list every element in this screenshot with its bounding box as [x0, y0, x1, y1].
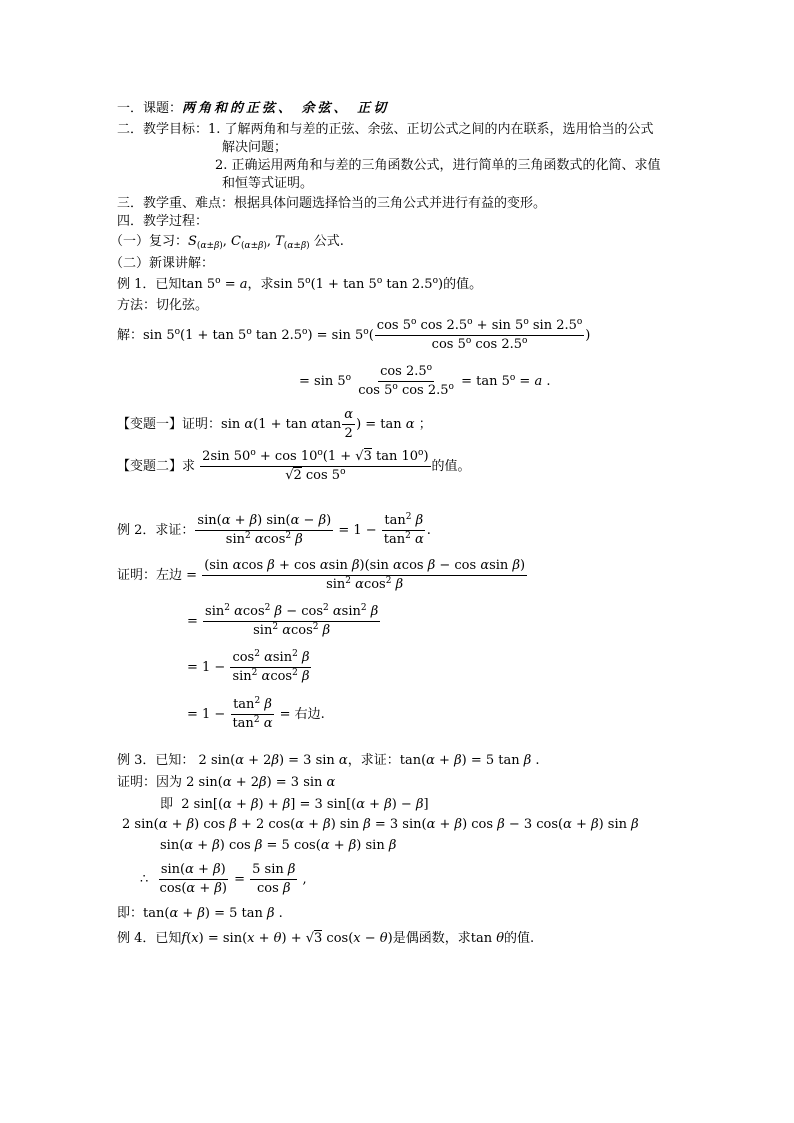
example-2-proof-step-3: = 1 − $\frac{\cos^2 \alpha\sin^2 \beta}{\sin^2 \alpha\cos^2 \beta}$ [187, 649, 310, 684]
example-1-end: 的值。 [443, 277, 483, 292]
objective-2: 2. 正确运用两角和与差的三角函数公式，进行简单的三角函数式的化简、求值 [215, 158, 661, 173]
new-lesson-heading: （二）新课讲解： [110, 256, 215, 271]
example-1 [117, 276, 482, 293]
fraction: $\frac{\text{(sin αcos β + cos αsin β)(sin αcos β − cos αsin β)}}{\sin^2 \alpha\cos^2 \beta}$ [204, 558, 526, 592]
example-4-end: 的值. [504, 931, 535, 946]
objective-2-continued: 和恒等式证明。 [222, 176, 314, 191]
variant-2-end: 的值。 [431, 459, 471, 474]
example-3-mid: ，求证： [347, 753, 400, 768]
example-3-proof-step-2: 即 2 sin[(α + β) + β] = 3 sin[(α + β) − β] [160, 797, 429, 812]
proof-label: 证明：左边 [117, 568, 183, 583]
conclusion-label: 即： [117, 906, 144, 921]
example-3-label: 例 3．已知： [117, 753, 195, 768]
fraction: $\frac{\text{5 sin β}}{\text{cos β}}$ [252, 862, 296, 896]
example-1-label: 例 1．已知 [117, 277, 182, 292]
example-3-conclusion: 即：tan(α + β) = 5 tan β . [117, 906, 283, 921]
fraction: $\frac{\sin^2 \alpha\cos^2 \beta - \cos^2 \alpha\sin^2 \beta}{\sin^2 \alpha\cos^2 \beta}$ [205, 603, 379, 638]
example-4: 例 4．已知f(x) = sin(x + θ) + √3 cos(x − θ)是偶函数，求tan θ的值. [117, 931, 535, 946]
example-2-proof-step-1: 证明：左边 = $\frac{\text{(sin αcos β + cos αsin β)(sin αcos β − cos αsin β)}}{\sin^2 \alpha\cos^2 \beta}$ [117, 558, 526, 592]
objective-1-continued: 解决问题； [222, 140, 288, 155]
fraction: $\frac{\cos^2 \alpha\sin^2 \beta}{\sin^2 \alpha\cos^2 \beta}$ [232, 649, 310, 684]
example-3: 例 3．已知： 2 sin(α + 2β) = 3 sin α，求证：tan(α + β) = 5 tan β . [117, 753, 540, 768]
fraction: $\frac{\tan^2 \beta}{\tan^2 \alpha}$ [383, 512, 424, 547]
objectives-line-1 [117, 121, 654, 138]
variant-1-text: 证明： [182, 417, 222, 432]
example-4-mid: 是偶函数，求 [392, 931, 471, 946]
variant-1: 【变题一】证明：sin α(1 + tan αtan $\frac{\alpha}{2}$ ) = tan α ； [117, 407, 432, 441]
objectives-label: 二．教学目标： [117, 122, 209, 137]
example-1-solution-step-2: = sin 5$^o$ $\frac{\cos 2.5^o}{\cos 5^o \cos 2.5^o}$ = $\tan 5^o = a$ . [299, 363, 551, 398]
example-2: 例 2．求证： $\frac{\sin(\alpha + \beta) \sin(\alpha - \beta)}{\sin^2 \alpha\cos^2 \beta}$ = 1 − $\frac{\tan^2 \beta}{\tan^2 \alpha}$ . [117, 512, 431, 547]
example-1-mid: ，求 [247, 277, 274, 292]
example-1-method: 方法：切化弦。 [117, 298, 209, 313]
example-2-proof-step-4: = 1 − $\frac{\tan^2 \beta}{\tan^2 \alpha}$ = 右边. [187, 696, 325, 731]
lesson-title-label: 一．课题： [117, 101, 183, 116]
solution-label: 解： [117, 328, 144, 343]
example-2-label: 例 2．求证： [117, 523, 195, 538]
example-3-proof-step-5: ∴ $\frac{\sin(\alpha + \beta)}{\cos(\alpha + \beta)}$ = $\frac{\text{5 sin β}}{\text{cos β}}$ , [140, 862, 307, 896]
review-suffix: 公式. [313, 234, 344, 249]
lesson-title [117, 100, 389, 117]
example-1-solution-step-1: 解：$\sin 5^o(1 + \tan 5^o$ $\tan 2.5^o) = \sin 5^o$( $\frac{\cos 5^o \cos 2.5^o + \sin 5^o \sin 2.5^o}{\cos 5^o \cos 2.5^o}$ ) [117, 317, 591, 352]
example-4-label: 例 4．已知 [117, 931, 182, 946]
fraction: $\frac{\cos 5^o \cos 2.5^o + \sin 5^o \sin 2.5^o}{\cos 5^o \cos 2.5^o}$ [376, 317, 583, 352]
review-formulas: $S_{(\alpha\pm\beta)}$, $C_{(\alpha\pm\beta)}$, $T_{(\alpha\pm\beta)}$ [188, 234, 310, 251]
example-3-proof-step-3: 2 sin(α + β) cos β + 2 cos(α + β) sin β = 3 sin(α + β) cos β − 3 cos(α + β) sin β [122, 817, 639, 832]
fraction: $\frac{2\sin 50^o + \cos 10^o(1 + √3 \tan 10^o)}{√2 \cos 5^o}$ [202, 448, 429, 483]
fraction: $\frac{\alpha}{2}$ [344, 407, 354, 441]
example-1-expression: $\sin 5^o(1 + \tan 5^o$ tan 2.5$^o$) [273, 276, 444, 292]
then-label: 即 [160, 797, 174, 812]
objective-1: 1. 了解两角和与差的正弦、余弦、正切公式之间的内在联系，选用恰当的公式 [208, 122, 654, 137]
key-points: 三．教学重、难点：根据具体问题选择恰当的三角公式并进行有益的变形。 [117, 196, 547, 211]
variant-2-label: 【变题二】 [117, 459, 183, 474]
lesson-title-text: 两角和的正弦、 余弦、 正切 [182, 101, 390, 116]
example-3-proof-step-1: 证明：因为 2 sin(α + 2β) = 3 sin α [117, 775, 336, 790]
fraction: $\frac{\cos 2.5^o}{\cos 5^o \cos 2.5^o}$ [358, 363, 454, 398]
example-1-given: $\tan 5^o = a$ [181, 276, 248, 292]
variant-2 [117, 449, 471, 484]
fraction: $\frac{\sin(\alpha + \beta) \sin(\alpha - \beta)}{\sin^2 \alpha\cos^2 \beta}$ [197, 513, 332, 547]
variant-2-text: 求 [182, 459, 196, 474]
therefore-symbol: ∴ [140, 872, 149, 887]
fraction: $\frac{\tan^2 \beta}{\tan^2 \alpha}$ [232, 696, 273, 731]
teaching-process: 四．教学过程： [117, 214, 209, 229]
example-2-proof-step-2: = $\frac{\sin^2 \alpha\cos^2 \beta - \cos^2 \alpha\sin^2 \beta}{\sin^2 \alpha\cos^2 \beta}$ [187, 603, 379, 638]
review-line [110, 233, 344, 250]
variant-1-label: 【变题一】 [117, 417, 183, 432]
review-label: （一）复习： [110, 234, 189, 249]
fraction: $\frac{\sin(\alpha + \beta)}{\cos(\alpha + \beta)}$ [159, 862, 227, 896]
example-3-proof-step-4: sin(α + β) cos β = 5 cos(α + β) sin β [160, 838, 397, 853]
right-side-label: 右边 [294, 707, 321, 722]
example-3-proof-label: 证明：因为 [117, 775, 183, 790]
